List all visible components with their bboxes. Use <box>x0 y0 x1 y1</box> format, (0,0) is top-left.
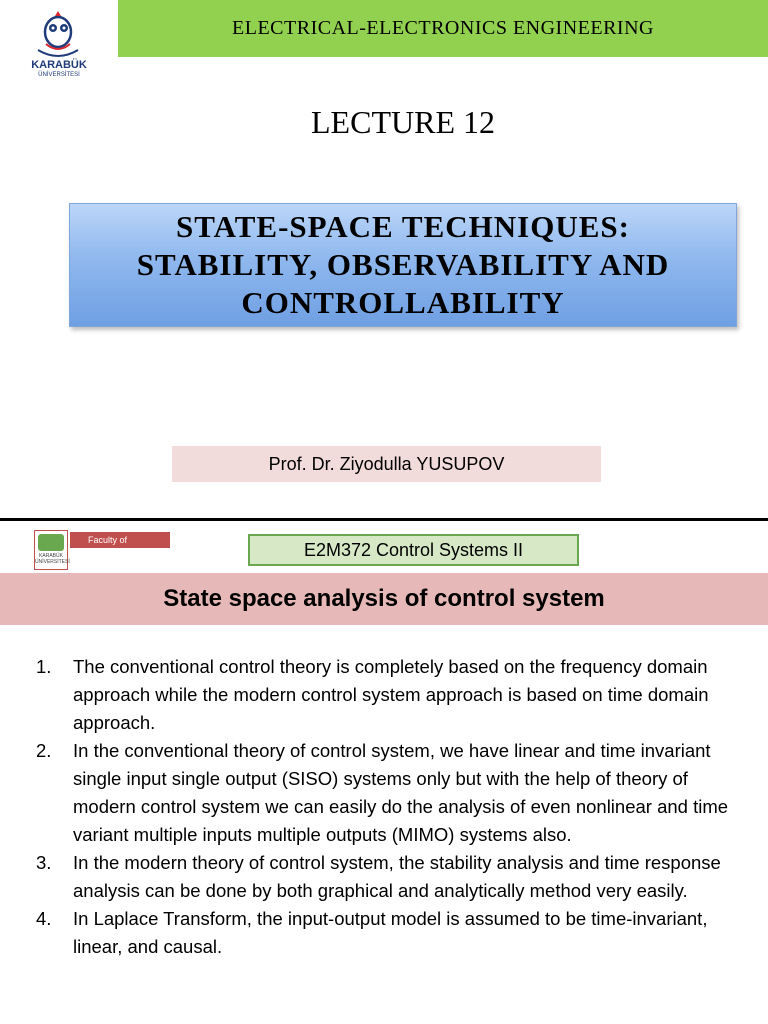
list-item <box>36 737 748 849</box>
faculty-label: Faculty of Engineering <box>70 532 170 548</box>
list-text: In Laplace Transform, the input-output model is assumed to be time-invariant, linear, and causal. <box>73 908 708 957</box>
title-line: CONTROLLABILITY <box>241 285 565 320</box>
section-heading: State space analysis of control system <box>0 573 768 625</box>
list-number: 3. <box>36 852 52 873</box>
list-text: The conventional control theory is completely based on the frequency domain approach while the modern control system approach is based on time domain approach. <box>73 656 709 733</box>
university-logo <box>18 10 100 78</box>
list-text: In the conventional theory of control system, we have linear and time invariant single input single output (SISO) systems only but with the help of theory of modern control system we can easily do the analysis of even nonlinear and time variant multiple inputs multiple outputs (MIMO) systems also. <box>73 740 729 845</box>
title-line: STABILITY, OBSERVABILITY AND <box>136 247 670 282</box>
faculty-emblem-text: KARABÜK ÜNİVERSİTESİ <box>35 553 70 565</box>
faculty-emblem-icon <box>34 530 68 570</box>
title-line: STATE-SPACE TECHNIQUES: <box>176 209 630 244</box>
owl-logo-icon <box>18 10 100 78</box>
faculty-logo <box>34 530 172 570</box>
list-item <box>36 905 748 961</box>
list-text: In the modern theory of control system, the stability analysis and time response analysis can be done by both graphical and analytically method very easily. <box>73 852 721 901</box>
svg-text:ÜNİVERSİTESİ: ÜNİVERSİTESİ <box>38 72 80 78</box>
list-item <box>36 653 748 737</box>
author-name: Prof. Dr. Ziyodulla YUSUPOV <box>172 446 601 482</box>
points-list <box>36 653 748 961</box>
lecture-number: LECTURE 12 <box>311 104 495 140</box>
list-number: 1. <box>36 656 52 677</box>
list-number: 4. <box>36 908 52 929</box>
list-item <box>36 849 748 905</box>
department-header: ELECTRICAL-ELECTRONICS ENGINEERING <box>118 0 768 57</box>
course-code: E2M372 Control Systems II <box>248 534 579 566</box>
svg-text:KARABÜK: KARABÜK <box>31 59 87 71</box>
list-number: 2. <box>36 740 52 761</box>
lecture-title-box <box>69 203 737 327</box>
slide-divider <box>0 518 768 521</box>
